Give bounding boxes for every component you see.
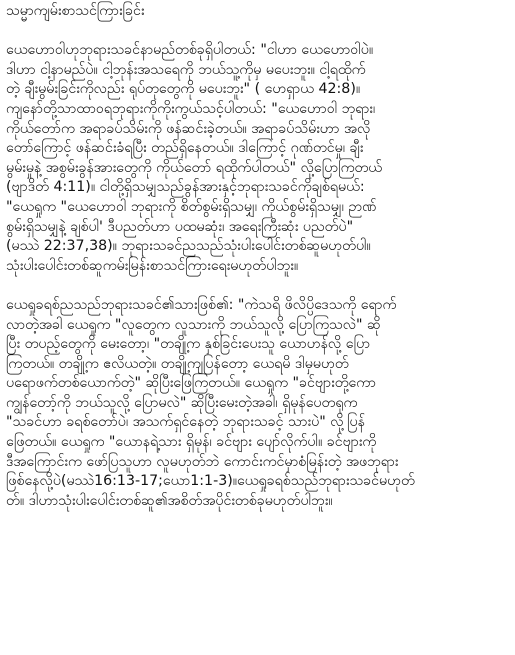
paragraph-spacer	[6, 22, 509, 42]
section-heading: သမ္မာကျမ်းစာသင်ကြားခြင်း	[6, 3, 145, 19]
paragraph-worship-jehovah: ယေဟောဝါဟုဘုရားသခင်နာမည်တစ်ခုရှိပါတယ်: "ငါဟာ ယေဟောဝါပဲ။ ဒါဟာ ငါ့နာမည်ပဲ။ ငါ့ဘုန်းအသရေကို ဘယ်သူ့ကိုမှ မပေးဘူး။ ငါ့ရထိုက် တဲ့ ချီးမွမ်းခြင်းကိုလည်း ရုပ်တုတွေကို မပေးဘူး" ( ဟေရှာယ 42:8)။ ကျနော်တို့သာထာဝရဘုရားကိုကိုးကွယ်သင့်ပါတယ်: "ယေဟောဝါ ဘုရား၊ ကိုယ်တော်က အရာခပ်သိမ်းကို ဖန်ဆင်းခဲ့တယ်။ အရာခပ်သိမ်းဟာ အလို တော်ကြောင့် ဖန်ဆင်းခံရပြီး တည်ရှိနေတယ်။ ဒါကြောင့် ဂုဏ်တင်မှု၊ ချီး မွမ်းမှုနဲ့ အစွမ်းခွန်အားတွေကို ကိုယ်တော် ရထိုက်ပါတယ်" လို့ပြောကြတယ် (ဗျာဒိတ် 4:11)။ ငါတို့ရှိသမျှသည်ခွန်အားနှင့်ဘုရားသခင်ကိုချစ်ရမယ်: "ယေရှုက "ယေဟောဝါ ဘုရားကို စိတ်စွမ်းရှိသမျှ၊ ကိုယ်စွမ်းရှိသမျှ၊ ဉာဏ် စွမ်းရှိသမျှနဲ့ ချစ်ပါ' ဒီပညတ်ဟာ ပထမဆုံး၊ အရေးကြီးဆုံး ပညတ်ပဲ" (မဿဲ 22:37,38)။ ဘုရားသခင်ညသည်သုံးပါးပေါင်းတစ်ဆူမဟုတ်ပါ။ သုံးပါးပေါင်းတစ်ဆူကမ်းမြန်းစာသင်ကြားရေးမဟုတ်ပါဘူး။	[6, 42, 383, 274]
paragraph-jesus-son-of-god: ယေရှုခရစ်ညသည်ဘုရားသခင်၏သားဖြစ်၏: "ကဲသရိ ဖိလိပ္ပိဒေသကို ရောက် လာတဲ့အခါ ယေရှုက "လူတွေက လူသားကို ဘယ်သူလို့ ပြောကြသလဲ" ဆို ပြီး တပည့်တွေကို မေးတော့၊ "တချို့က နှစ်ခြင်းပေးသူ ယောဟန်လို့ ပြော ကြတယ်။ တချို့က ဧလိယတဲ့။ တချို့ကျပြန်တော့ ယေရမိ ဒါမှမဟုတ် ပရောဖက်တစ်ယောက်တဲ့" ဆိုပြီးဖြေကြတယ်။ ယေရှုက "ခင်ဗျားတို့ကော ကျွန်တော့်ကို ဘယ်သူလို့ ပြောမလဲ" ဆိုပြီးမေးတဲ့အခါ၊ ရှိမုန်ပေတရုက "သခင်ဟာ ခရစ်တော်ပဲ၊ အသက်ရှင်နေတဲ့ ဘုရားသခင့် သားပဲ" လို့ပြန် ဖြေတယ်။ ယေရှုက "ယောနရဲ့သား ရှိမုန်၊ ခင်ဗျား ပျော်လိုက်ပါ။ ခင်ဗျားကို ဒီအကြောင်းက ဖော်ပြသူဟာ လူမဟုတ်ဘဲ ကောင်းကင်မှာစံမြန်းတဲ့ အဖဘုရား ဖြစ်နေလို့ပဲ(မဿဲ16:13-17;ယော1:1-3)။ယေရှုခရစ်သည်ဘုရားသခင်မဟုတ် တ်။ ဒါဟာသုံးပါးပေါင်းတစ်ဆူ၏အစိတ်အပိုင်းတစ်ခုမဟုတ်ပါဘူး။	[6, 296, 415, 509]
paragraph-spacer	[6, 276, 509, 296]
